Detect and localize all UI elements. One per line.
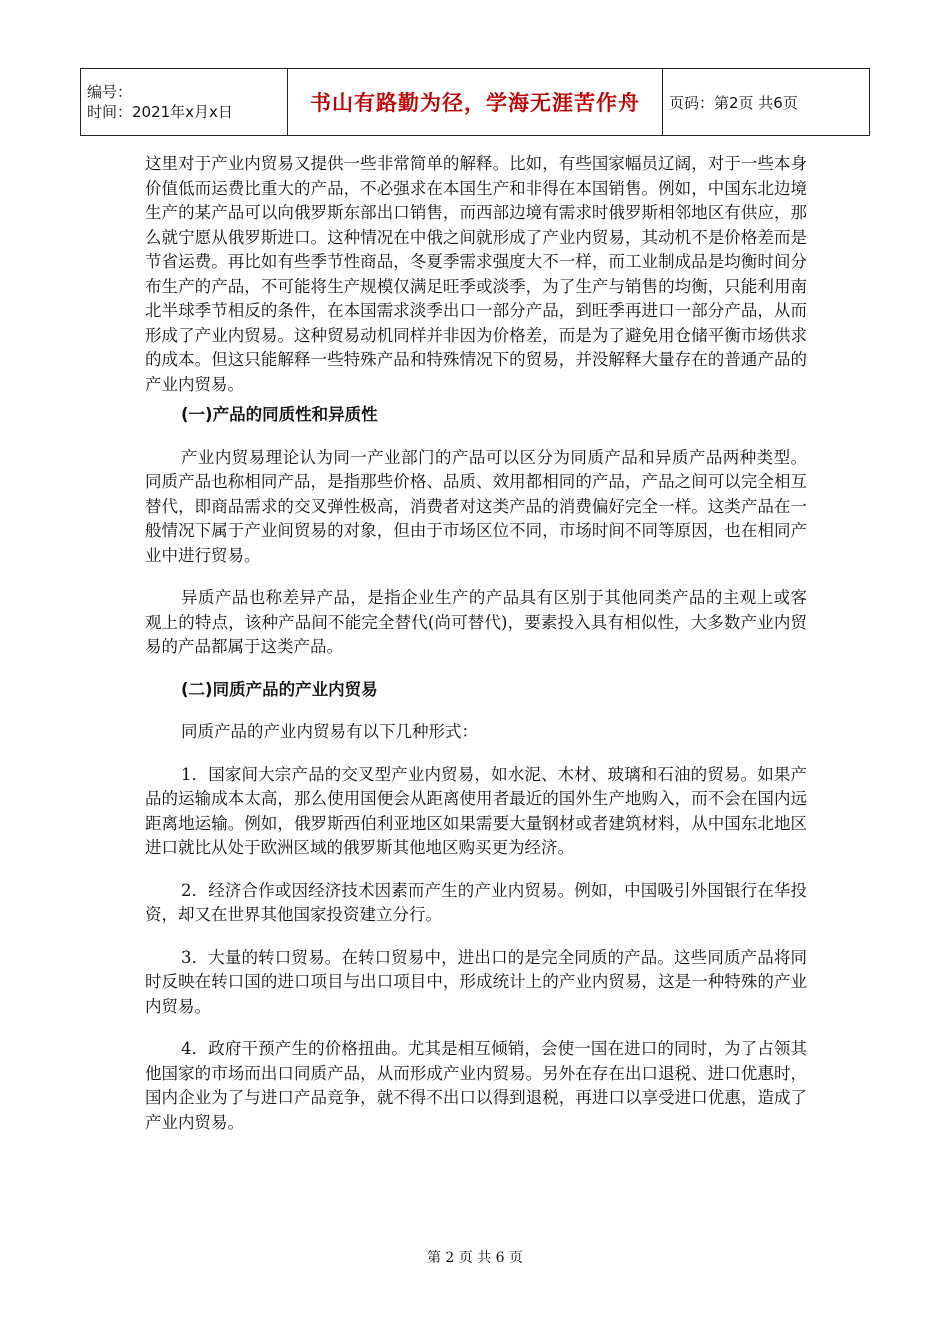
- paragraph-item-3: 3．大量的转口贸易。在转口贸易中，进出口的是完全同质的产品。这些同质产品将同时反映在转口国的进口项目与出口项目中，形成统计上的产业内贸易，这是一种特殊的产业内贸易。: [145, 947, 807, 1016]
- paragraph-heterogeneous: 异质产品也称差异产品，是指企业生产的产品具有区别于其他同类产品的主观上或客观上的特点，该种产品间不能完全替代(尚可替代)，要素投入具有相似性，大多数产业内贸易的产品都属于这类产品。: [145, 588, 807, 656]
- paragraph-forms-intro: 同质产品的产业内贸易有以下几种形式：: [181, 722, 478, 741]
- header-info-cell: [81, 69, 288, 136]
- document-body: [145, 152, 807, 1135]
- paragraph-homogeneous: 产业内贸易理论认为同一产业部门的产品可以区分为同质产品和异质产品两种类型。同质产品也称相同产品，是指那些价格、品质、效用都相同的产品，产品之间可以完全相互替代，即商品需求的交叉弹性极高，消费者对这类产品的消费偏好完全一样。这类产品在一般情况下属于产业间贸易的对象，但由于市场区位不同，市场时间不同等原因，也在相同产业中进行贸易。: [145, 447, 807, 565]
- section-heading-1: (一)产品的同质性和异质性: [181, 405, 378, 424]
- paragraph-item-4: 4．政府干预产生的价格扭曲。尤其是相互倾销，会使一国在进口的同时，为了占领其他国家的市场而出口同质产品，从而形成产业内贸易。另外在存在出口退税、进口优惠时，国内企业为了与进口产品竞争，就不得不出口以得到退税，再进口以享受进口优惠，造成了产业内贸易。: [145, 1039, 807, 1132]
- paragraph-item-2: 2．经济合作或因经济技术因素而产生的产业内贸易。例如，中国吸引外国银行在华投资，却又在世界其他国家投资建立分行。: [145, 880, 807, 924]
- section-heading-2: (二)同质产品的产业内贸易: [181, 679, 378, 699]
- page-footer: 第 2 页 共 6 页: [426, 1250, 524, 1266]
- paragraph-item-1: 1．国家间大宗产品的交叉型产业内贸易，如水泥、木材、玻璃和石油的贸易。如果产品的运输成本太高，那么使用国便会从距离使用者最近的国外生产地购入，而不会在国内远距离地运输。例如，俄罗斯西伯利亚地区如果需要大量钢材或者建筑材料，从中国东北地区进口就比从处于欧洲区域的俄罗斯其他地区购买更为经济。: [145, 764, 807, 857]
- page-header: [80, 68, 870, 136]
- header-motto: 书山有路勤为径，学海无涯苦作舟: [288, 69, 663, 136]
- header-time: 时间：2021年x月x日: [87, 103, 233, 121]
- header-page-number: 页码：第2页 共6页: [663, 69, 870, 136]
- paragraph-intro: 这里对于产业内贸易又提供一些非常简单的解释。比如，有些国家幅员辽阔，对于一些本身价值低而运费比重大的产品，不必强求在本国生产和非得在本国销售。例如，中国东北边境生产的某产品可以向俄罗斯东部出口销售，而西部边境有需求时俄罗斯相邻地区有供应，那么就宁愿从俄罗斯进口。这种情况在中俄之间就形成了产业内贸易，其动机不是价格差而是节省运费。再比如有些季节性商品，冬夏季需求强度大不一样，而工业制成品是均衡时间分布生产的产品，不可能将生产规模仅满足旺季或淡季，为了生产与销售的均衡，只能利用南北半球季节相反的条件，在本国需求淡季出口一部分产品，到旺季再进口一部分产品，从而形成了产业内贸易。这种贸易动机同样并非因为价格差，而是为了避免用仓储平衡市场供求的成本。但这只能解释一些特殊产品和特殊情况下的贸易，并没解释大量存在的普通产品的产业内贸易。: [145, 154, 807, 394]
- header-number: 编号：: [87, 83, 133, 101]
